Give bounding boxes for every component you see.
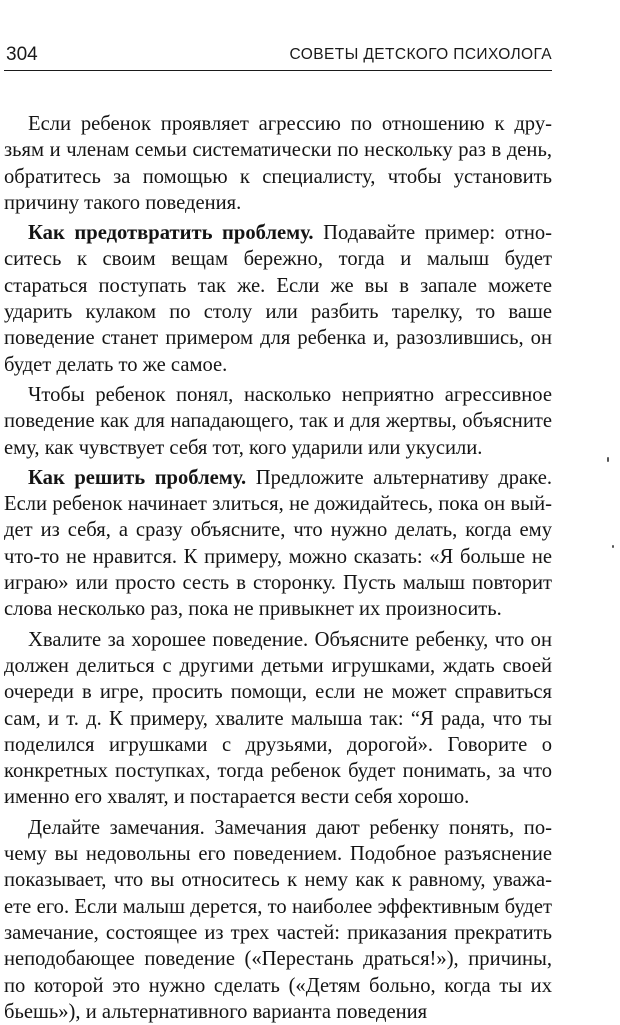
running-head: СОВЕТЫ ДЕТСКОГО ПСИХОЛОГА [289, 46, 552, 63]
paragraph-text: Хвалите за хорошее поведение. Объясните ребенку, что он должен делиться с другими детьми игрушками, ждать своей очереди в игре, просить помощи, если не может справиться сам, и т. д. К примеру, хвалите малыша так: “Я рада, что ты поделился игрушками с друзьями, дорогой». Говорите о конкретных поступках, тогда ребенок будет понимать, за что именно его хвалят, и постарается вести себя хорошо. [4, 628, 552, 809]
paragraph-3 [4, 382, 552, 461]
paragraph-5 [4, 627, 552, 811]
scan-speck [607, 457, 609, 462]
scan-speck [612, 545, 614, 548]
body-text [4, 111, 552, 1025]
paragraph-text: Подавайте пример: относитесь к своим вещам бережно, тогда и малыш будет стараться поступать так же. Если же вы в запале можете ударить кулаком по столу или разбить тарелку, то ваше поведение станет примером для ребенка и, разозлившись, он будет делать то же самое. [4, 222, 553, 376]
paragraph-text: Чтобы ребенок понял, насколько неприятно агрессивное поведение как для нападающего, так и для жертвы, объясните ему, как чувствует себя тот, кого ударили или укусили. [4, 383, 552, 459]
page-number: 304 [6, 44, 38, 65]
paragraph-4 [4, 465, 552, 623]
page-header [4, 40, 552, 71]
paragraph-text: Предложите альтернативу драке. Если ребенок начинает злиться, не дожидайтесь, пока он выйдет из себя, а сразу объясните, что нужно делать, когда ему что-то не нравится. К примеру, можно сказать: «Я больше не играю» или просто сесть в сторонку. Пусть малыш повторит слова несколько раз, пока не привыкнет их произносить. [4, 466, 552, 621]
paragraph-lead: Как решить проблему. [28, 466, 247, 489]
paragraph-lead: Как предотвратить проблему. [28, 222, 314, 245]
paragraph-text: Делайте замечания. Замечания дают ребенку понять, почему вы недовольны его поведением. Подобное разъяснение показывает, что вы относитесь к нему как к равному, уважаете его. Если малыш дерется, то наиболее эффективным будет замечание, состоящее из трех частей: приказания прекратить неподобающее поведение («Перестань драться!»), причины, по которой это нужно сделать («Детям больно, когда ты их бьешь»), и альтернативного варианта поведения [4, 816, 552, 1023]
paragraph-1 [4, 111, 552, 216]
paragraph-text: Если ребенок проявляет агрессию по отношению к друзьям и членам семьи систематически по нескольку раз в день, обратитесь за помощью к специалисту, чтобы установить причину такого поведения. [4, 113, 552, 214]
paragraph-2 [4, 220, 552, 378]
paragraph-6 [4, 815, 552, 1025]
